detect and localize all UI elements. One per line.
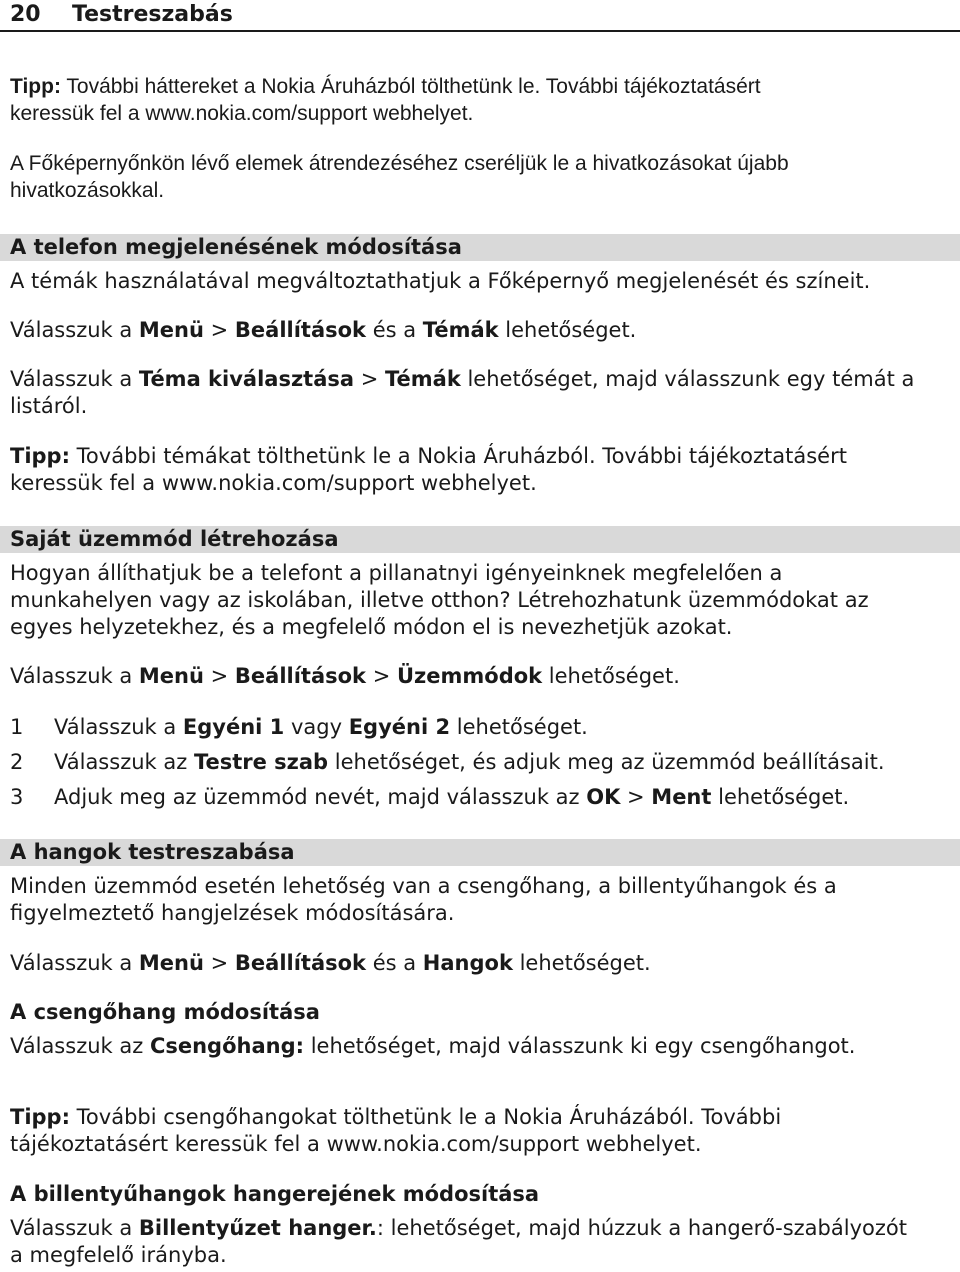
sec3-sub2-line2: a megfelelő irányba. xyxy=(10,1243,227,1267)
section-heading-theme xyxy=(0,234,960,261)
tip1-line1 xyxy=(10,73,761,100)
tip1-line2: keressük fel a www.nokia.com/support webhelyet. xyxy=(10,102,474,125)
sec3-tip-line2: tájékoztatásért keressük fel a www.nokia.com/support webhelyet. xyxy=(10,1132,702,1156)
sec1-tip-line2: keressük fel a www.nokia.com/support webhelyet. xyxy=(10,471,537,495)
page-number: 20 xyxy=(10,2,41,27)
list-item-number: 3 xyxy=(10,785,24,809)
section-heading-profile: Saját üzemmód létrehozása xyxy=(0,526,960,553)
subheading-ringtone: A csengőhang módosítása xyxy=(10,1000,320,1024)
sec3-step: Válasszuk a Menü > Beállítások és a Hangok lehetőséget. xyxy=(10,951,651,975)
section-heading-sounds: A hangok testreszabása xyxy=(0,839,960,866)
sec3-sub1-text: Válasszuk az Csengőhang: lehetőséget, majd válasszunk ki egy csengőhangot. xyxy=(10,1034,856,1058)
sec2-step: Válasszuk a Menü > Beállítások > Üzemmódok lehetőséget. xyxy=(10,664,680,688)
sec2-line2: munkahelyen vagy az iskolában, illetve otthon? Létrehozhatunk üzemmódokat az xyxy=(10,588,869,612)
sec2-line3: egyes helyzetekhez, és a megfelelő módon el is nevezhetjük azokat. xyxy=(10,615,733,639)
list-item-number: 1 xyxy=(10,715,24,739)
para1-line2: hivatkozásokkal. xyxy=(10,179,165,202)
page-header xyxy=(0,0,960,32)
section-heading-text: A telefon megjelenésének módosítása xyxy=(10,235,462,259)
subheading-keytone: A billentyűhangok hangerejének módosítása xyxy=(10,1182,540,1206)
list-item-number: 2 xyxy=(10,750,24,774)
sec1-step2: Válasszuk a Téma kiválasztása > Témák lehetőséget, majd válasszunk egy témát a xyxy=(10,367,915,391)
page-title: Testreszabás xyxy=(72,2,233,27)
sec3-sub2-line1: Válasszuk a Billentyűzet hanger.: lehetőséget, majd húzzuk a hangerő-szabályozót xyxy=(10,1216,907,1240)
sec1-step1: Válasszuk a Menü > Beállítások és a Témák lehetőséget. xyxy=(10,318,637,342)
para1-line1: A Főképernyőnkön lévő elemek átrendezéséhez cseréljük le a hivatkozásokat újabb xyxy=(10,152,789,175)
list-item: Válasszuk a Egyéni 1 vagy Egyéni 2 lehetőséget. xyxy=(54,715,588,739)
sec1-step2-line2: listáról. xyxy=(10,394,88,418)
tip-label: Tipp: xyxy=(10,75,61,98)
sec1-text: A témák használatával megváltoztathatjuk a Főképernyő megjelenését és színeit. xyxy=(10,269,871,293)
sec2-line1: Hogyan állíthatjuk be a telefont a pillanatnyi igényeinknek megfelelően a xyxy=(10,561,783,585)
tip1-text1: További háttereket a Nokia Áruházból tölthetünk le. További tájékoztatásért xyxy=(60,75,761,98)
sec3-line1: Minden üzemmód esetén lehetőség van a csengőhang, a billentyűhangok és a xyxy=(10,874,837,898)
sec3-line2: figyelmeztető hangjelzések módosítására. xyxy=(10,901,455,925)
list-item: Válasszuk az Testre szab lehetőséget, és adjuk meg az üzemmód beállításait. xyxy=(54,750,885,774)
list-item: Adjuk meg az üzemmód nevét, majd válasszuk az OK > Ment lehetőséget. xyxy=(54,785,850,809)
sec3-tip-line1: Tipp: További csengőhangokat tölthetünk le a Nokia Áruházából. További xyxy=(10,1105,782,1129)
sec1-tip-line1: Tipp: További témákat tölthetünk le a Nokia Áruházból. További tájékoztatásért xyxy=(10,444,847,468)
